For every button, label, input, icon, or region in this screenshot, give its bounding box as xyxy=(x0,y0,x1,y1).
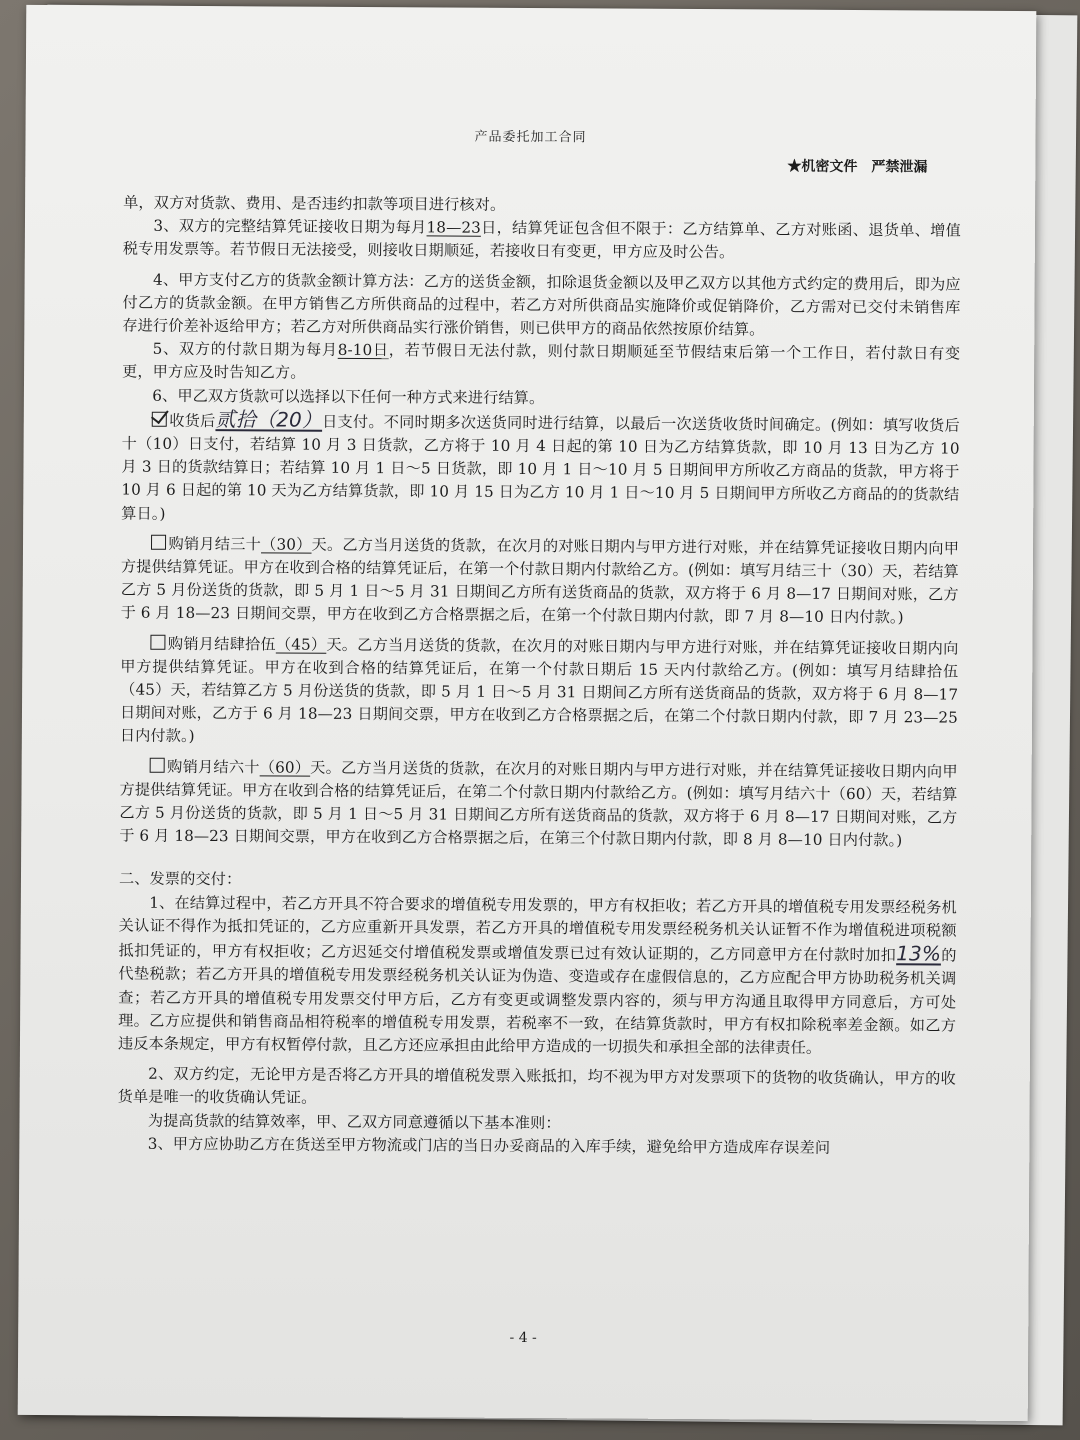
document-page xyxy=(18,5,1037,1421)
page-number: - 4 - xyxy=(509,1329,537,1347)
invoice-clause-1: 1、在结算过程中，若乙方开具不符合要求的增值税专用发票的，甲方有权拒收；若乙方开具的增值税专用发票经税务机关认证不得作为抵扣凭证的，乙方应重新开具发票，若乙方开具的增值税专用发票经税务机关认证暂不作为增值税进项税额抵扣凭证的，甲方有权拒收；乙方迟延交付增值税发票或增值发票已过有效认证期的，乙方同意甲方在付款时加扣13%的代垫税款；若乙方开具的增值税专用发票经税务机关认证为伪造、变造或存在虚假信息的，乙方应配合甲方协助税务机关调查；若乙方开具的增值税专用发票交付甲方后，乙方有变更或调整发票内容的，须与甲方沟通且取得甲方同意后，方可处理。乙方应提供和销售商品相符税率的增值税专用发票，若税率不一致，在结算货款时，甲方有权扣除税率差金额。如乙方违反本条规定，甲方有权暂停付款，且乙方还应承担由此给甲方造成的一切损失和承担全部的法律责任。 xyxy=(117,893,957,1057)
clause-5: 5、双方的付款日期为每月8-10日，若节假日无法付款，则付款日期顺延至节假结束后第一个工作日，若付款日有变更，甲方应及时告知乙方。 xyxy=(122,339,961,383)
checkbox-icon[interactable] xyxy=(151,634,166,649)
option-45-days: 购销月结肆拾伍（45）天。乙方当月送货的货款，在次月的对账日期内与甲方进行对账，并在结算凭证接收日期内向甲方提供结算凭证。甲方在收到合格的结算凭证后，在第一个付款日期后 15 天内付款给乙方。(例如：填写月结肆拾伍（45）天，若结算乙方 5 月份送货的货款，即 5 月 1 日～5 月 31 日期间乙方所有送货商品的货款，双方将于 6 月 8—17 日期间对账，乙方于 6 月 18—23 日期间交票，甲方在收到乙方合格票据之后，在第二个付款日期内付款，即 7 月 23—25 日内付款。) xyxy=(119,634,959,746)
invoice-clause-2: 2、双方约定，无论甲方是否将乙方开具的增值税发票入账抵扣，均不视为甲方对发票项下的货物的收货确认，甲方的收货单是唯一的收货确认凭证。 xyxy=(117,1064,956,1108)
settlement-date-field: 18—23 xyxy=(426,218,481,237)
paragraph-continued: 单，双方对货款、费用、是否违约扣款等项目进行核对。 xyxy=(123,193,506,214)
contract-body xyxy=(117,192,961,1161)
clause-3: 3、双方的完整结算凭证接收日期为每月18—23日，结算凭证包含但不限于：乙方结算单、乙方对账函、退货单、增值税专用发票等。若节假日无法接受，则接收日期顺延，若接收日有变更，甲方应及时公告。 xyxy=(122,216,962,262)
clause-6: 6、甲乙双方货款可以选择以下任何一种方式来进行结算。 xyxy=(152,386,545,407)
clause-4: 4、甲方支付乙方的货款金额计算方法：乙方的送货金额，扣除退货金额以及甲乙双方以其他方式约定的费用后，即为应付乙方的货款金额。在甲方销售乙方所供商品的过程中，若乙方对所供商品实施降价或促销降价，乙方需对已交付未销售库存进行价差补返给甲方；若乙方对所供商品实行涨价销售，则已供甲方的商品依然按原价结算。 xyxy=(122,270,961,339)
payment-date-field: 8-10日 xyxy=(337,341,389,360)
checkbox-icon[interactable] xyxy=(151,535,166,550)
handwritten-rate: 13% xyxy=(896,941,942,966)
option-receipt: 收货后贰拾（20）日支付。不同时期多次送货同时进行结算，以最后一次送货收货时间确定。(例如：填写收货后十（10）日支付，若结算 10 月 3 日货款，乙方将于 10 月 4 日起的第 10 日为乙方结算货款，即 10 月 13 日为乙方 10 月 3 日的货款结算日；若结算 10 月 1 日～5 日货款，即 10 月 1 日～10 月 5 日期间甲方所收乙方商品的货款，甲方将于 10 月 6 日起的第 10 天为乙方结算货款，即 10 月 15 日为乙方 10 月 1 日～10 月 5 日期间甲方所收乙方商品的的货款结算日。) xyxy=(121,406,960,523)
checkbox-checked-icon[interactable] xyxy=(152,412,167,427)
section-2-heading: 二、发票的交付： xyxy=(118,869,242,889)
handwritten-days: 贰拾（20） xyxy=(215,406,323,432)
checkbox-icon[interactable] xyxy=(150,757,165,772)
option-60-days: 购销月结六十（60）天。乙方当月送货的货款，在次月的对账日期内与甲方进行对账，并在结算凭证接收日期内向甲方提供结算凭证。甲方在收到合格的结算凭证后，在第二个付款日期内付款给乙方。(例如：填写月结六十（60）天，若结算乙方 5 月份送货的货款，即 5 月 1 日～5 月 31 日期间乙方所有送货商品的货款，双方将于 6 月 8—17 日期间对账，乙方于 6 月 18—23 日期间交票，甲方在收到乙方合格票据之后，在第三个付款日期内付款，即 8 月 8—10 日内付款。) xyxy=(119,757,958,850)
invoice-clause-3: 3、甲方应协助乙方在货送至甲方物流或门店的当日办妥商品的入库手续，避免给甲方造成库存误差问 xyxy=(147,1134,831,1157)
option-30-days: 购销月结三十（30）天。乙方当月送货的货款，在次月的对账日期内与甲方进行对账，并在结算凭证接收日期内向甲方提供结算凭证。甲方在收到合格的结算凭证后，在第一个付款日期内付款给乙方。(例如：填写月结三十（30）天，若结算乙方 5 月份送货的货款，即 5 月 1 日～5 月 31 日期间乙方所有送货商品的货款，双方将于 6 月 8—17 日期间对账，乙方于 6 月 18—23 日期间交票，甲方在收到乙方合格票据之后，在第一个付款日期内付款，即 7 月 8—10 日内付款。) xyxy=(120,534,960,627)
confidential-mark: ★机密文件 严禁泄漏 xyxy=(787,158,928,176)
invoice-note: 为提高货款的结算效率，甲、乙双方同意遵循以下基本准则： xyxy=(147,1111,561,1132)
page-title: 产品委托加工合同 xyxy=(474,129,587,146)
